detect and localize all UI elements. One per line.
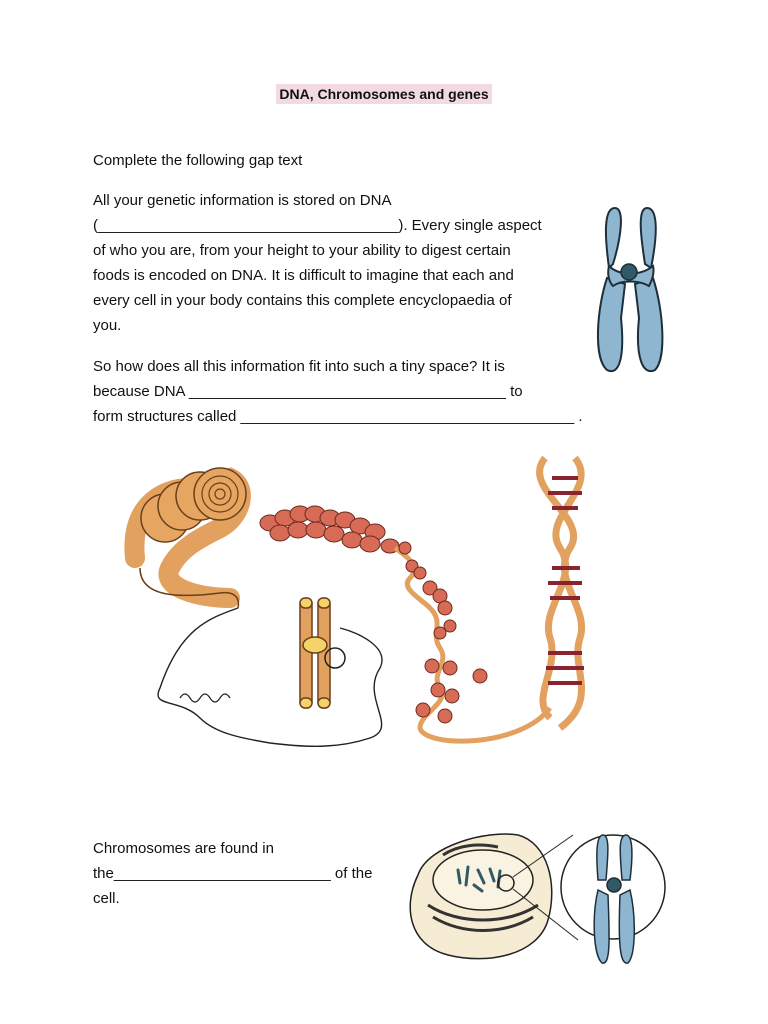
instruction-text: Complete the following gap text bbox=[93, 152, 303, 169]
cell-nucleus-illustration bbox=[398, 825, 698, 970]
paragraph3-line3: cell. bbox=[93, 890, 120, 907]
paragraph1-line1: All your genetic information is stored on DNA bbox=[93, 192, 392, 209]
dna-packing-illustration bbox=[120, 448, 620, 778]
paragraph3-line1: Chromosomes are found in bbox=[93, 840, 274, 857]
page-title bbox=[0, 86, 768, 104]
orange-chromosome bbox=[300, 598, 345, 708]
chromosome-icon bbox=[585, 198, 695, 383]
paragraph-chromosome-location bbox=[93, 836, 393, 911]
paragraph2-line2: because DNA ______________________________________ to bbox=[93, 383, 523, 400]
paragraph2-line3: form structures called ________________________________________ . bbox=[93, 408, 583, 425]
paragraph1-line2: (____________________________________). Every single aspect bbox=[93, 217, 542, 234]
paragraph1-line5: every cell in your body contains this complete encyclopaedia of bbox=[93, 292, 512, 309]
paragraph1-line3: of who you are, from your height to your ability to digest certain bbox=[93, 242, 511, 259]
paragraph3-line2: the__________________________ of the bbox=[93, 865, 373, 882]
paragraph-dna-packing bbox=[93, 354, 593, 429]
loose-dna-loop bbox=[158, 608, 382, 746]
paragraph2-line1: So how does all this information fit into such a tiny space? It is bbox=[93, 358, 505, 375]
paragraph1-line6: you. bbox=[93, 317, 122, 334]
page-title-text: DNA, Chromosomes and genes bbox=[276, 84, 491, 104]
paragraph-dna-storage bbox=[93, 188, 553, 338]
paragraph1-line4: foods is encoded on DNA. It is difficult to imagine that each and bbox=[93, 267, 514, 284]
